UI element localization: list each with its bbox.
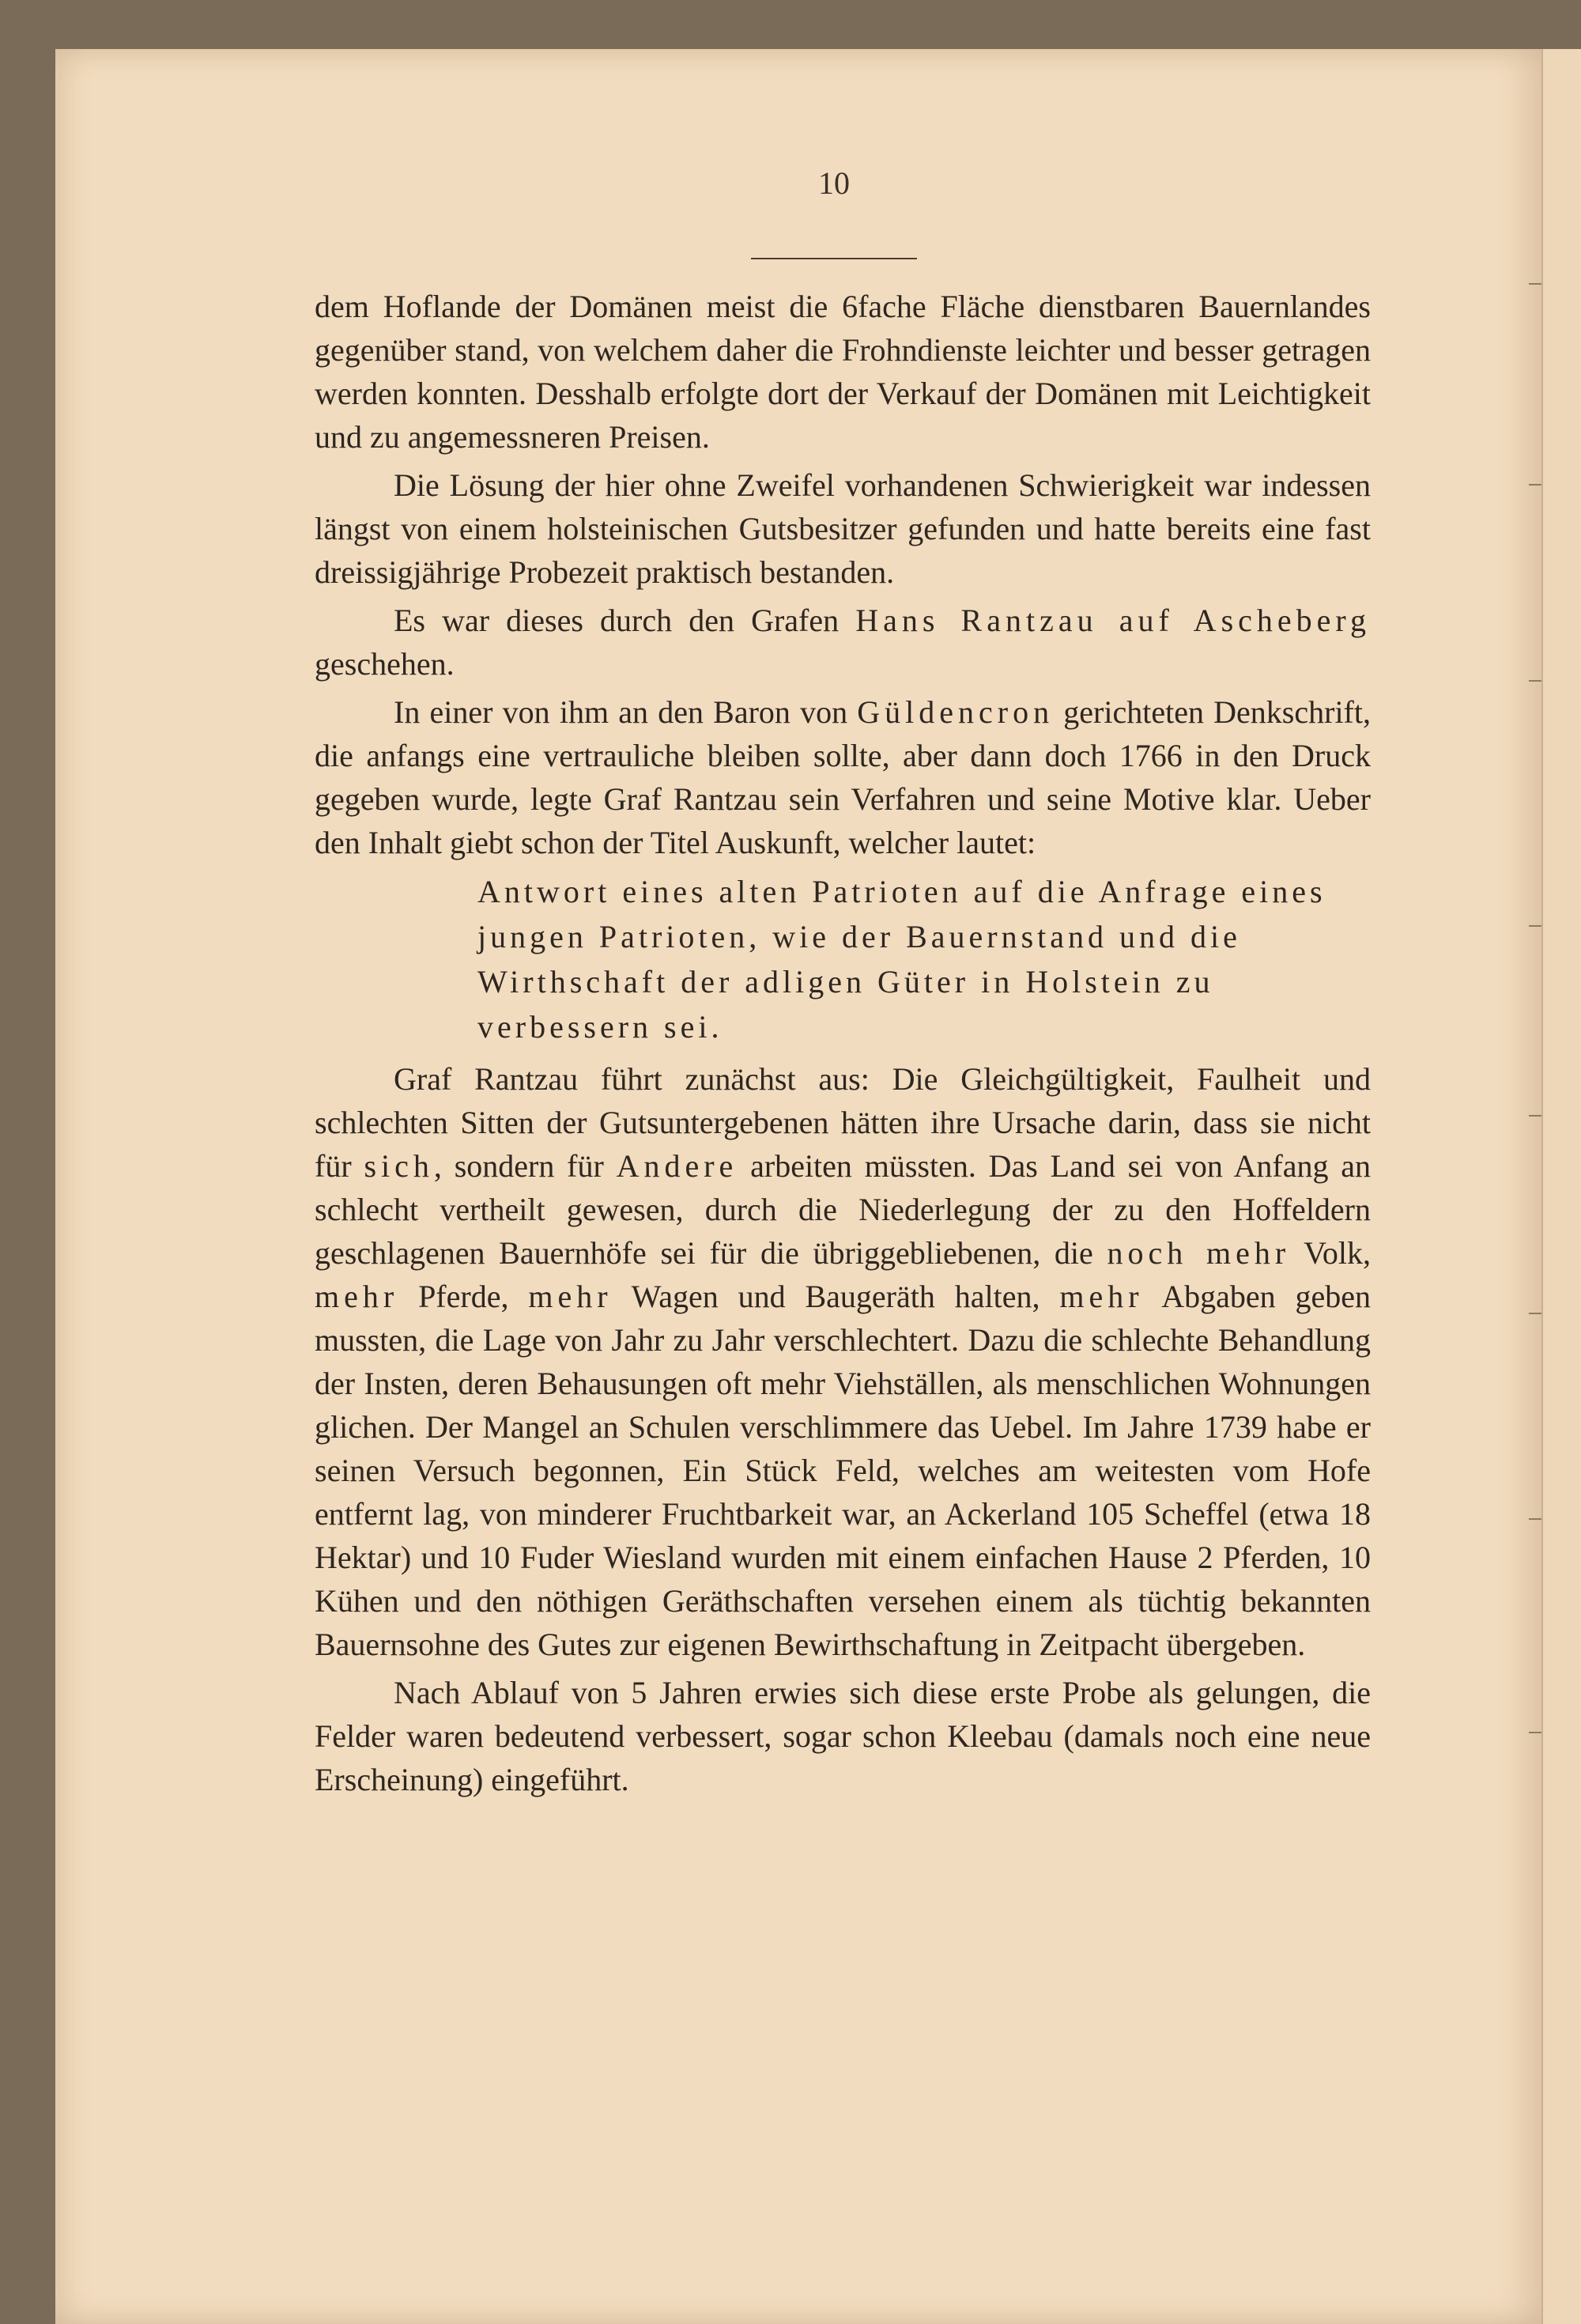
emphasized-text: noch mehr (1107, 1235, 1291, 1271)
emphasized-text: Hans Rantzau auf Ascheberg (855, 603, 1371, 638)
paragraph (315, 1057, 1371, 1666)
paragraph (315, 1671, 1371, 1801)
edge-mark (1529, 1313, 1541, 1314)
emphasized-text: mehr (528, 1279, 613, 1314)
paragraph-text: dem Hoflande der Domänen meist die 6fache Fläche dienstbaren Bauernlandes gegenüber stand, von welchem daher die Frohndienste leichter und besser getragen werden konnten. Desshalb erfolgte dort der Verkauf der Domänen mit Leichtigkeit und zu angemessneren Preisen. (315, 289, 1371, 455)
edge-mark (1529, 283, 1541, 285)
paragraph-text: Nach Ablauf von 5 Jahren erwies sich diese erste Probe als gelungen, die Felder waren bedeutend verbessert, sogar schon Kleebau (damals noch eine neue Erscheinung) eingeführt. (315, 1675, 1371, 1797)
paragraph-text: geschehen. (315, 646, 455, 682)
edge-mark (1529, 1732, 1541, 1733)
paragraph-text: Abgaben geben mussten, die Lage von Jahr zu Jahr verschlechtert. Dazu die schlechte Behandlung der Insten, deren Behausungen oft mehr Viehställen, als menschlichen Wohnungen glichen. Der Mangel an Schulen verschlimmere das Uebel. Im Jahre 1739 habe er seinen Versuch begonnen, Ein Stück Feld, welches am weitesten vom Hofe entfernt lag, von minderer Fruchtbarkeit war, an Ackerland 105 Scheffel (etwa 18 Hektar) und 10 Fuder Wiesland wurden mit einem einfachen Hause 2 Pferden, 10 Kühen und den nöthigen Geräthschaften versehen einem als tüchtig bekannten Bauernsohne des Gutes zur eigenen Bewirthschaftung in Zeitpacht übergeben. (315, 1279, 1371, 1662)
paragraph (315, 690, 1371, 864)
paragraph-group-1 (315, 285, 1371, 864)
paragraph-text: Die Lösung der hier ohne Zweifel vorhandenen Schwierigkeit war indessen längst von einem holsteinischen Gutsbesitzer gefunden und hatte bereits eine fast dreissigjährige Probezeit praktisch bestanden. (315, 467, 1371, 590)
emphasized-text: mehr (315, 1279, 399, 1314)
page-number-rule (751, 258, 917, 259)
quoted-title: Antwort eines alten Patrioten auf die Anfrage eines jungen Patrioten, wie der Bauernstand und die Wirthschaft der adligen Güter in Holstein zu verbessern sei. (477, 874, 1326, 1045)
page-number: 10 (818, 165, 850, 201)
emphasized-text: Güldencron (857, 694, 1055, 730)
paragraph-group-2 (315, 1057, 1371, 1801)
paragraph-text: Es war dieses durch den Grafen (394, 603, 856, 638)
edge-mark (1529, 925, 1541, 927)
paragraph-text: , sondern für (433, 1148, 617, 1184)
paragraph-text: gerichteten Denkschrift, die anfangs eine vertrauliche bleiben sollte, aber dann doch 1766 in den Druck gegeben wurde, legte Graf Rantzau sein Verfahren und seine Motive klar. Ueber den Inhalt giebt schon der Titel Auskunft, welcher lautet: (315, 694, 1371, 860)
paragraph (315, 599, 1371, 686)
paragraph-text: Wagen und Baugeräth halten, (612, 1279, 1060, 1314)
paragraph-text: arbeiten müssten. Das Land sei von Anfang an schlecht vertheilt gewesen, durch die Niederlegung der zu den Hoffeldern geschlagenen Bauernhöfe sei für die übriggebliebenen, die (315, 1148, 1372, 1271)
paragraph (315, 463, 1371, 594)
emphasized-text: mehr (1059, 1279, 1144, 1314)
emphasized-text: sich (364, 1148, 434, 1184)
edge-mark (1529, 1115, 1541, 1117)
paragraph-text: Volk, (1290, 1235, 1371, 1271)
paragraph-text: In einer von ihm an den Baron von (394, 694, 858, 730)
facing-page-edge (1541, 49, 1581, 2324)
body-text (315, 285, 1371, 1806)
edge-mark (1529, 680, 1541, 682)
edge-mark (1529, 1518, 1541, 1520)
paragraph (315, 285, 1371, 459)
emphasized-text: Andere (616, 1148, 738, 1184)
paragraph-text: Pferde, (398, 1279, 529, 1314)
edge-mark (1529, 484, 1541, 486)
paragraph-text: Graf Rantzau führt zunächst aus: Die Gleichgültigkeit, Faulheit und schlechten Sitten der Gutsuntergebenen hätten ihre Ursache darin, dass sie nicht für (315, 1061, 1371, 1184)
